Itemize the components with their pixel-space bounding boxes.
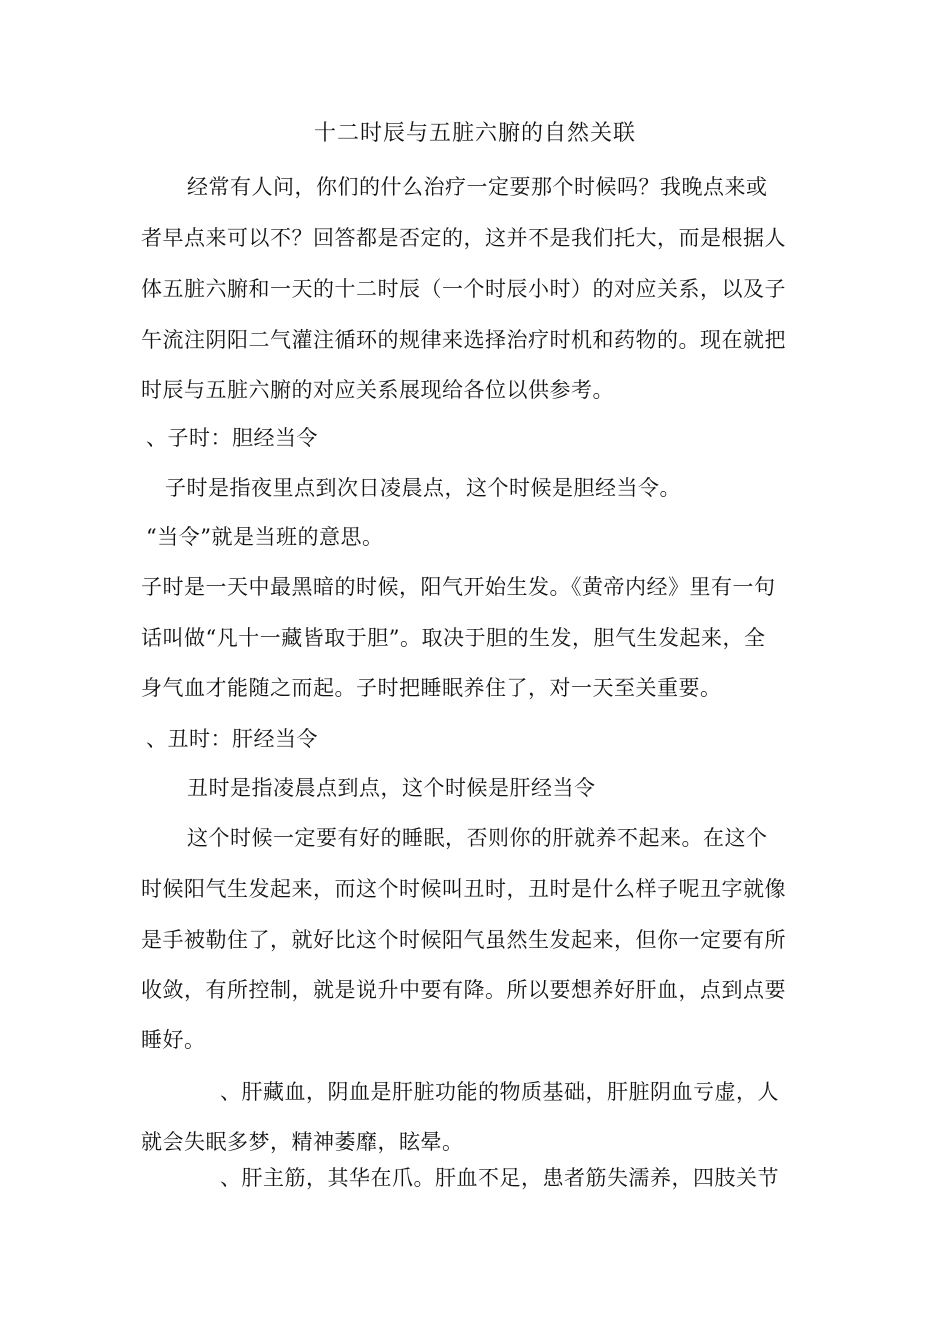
paragraph-line: 话叫做“凡十一藏皆取于胆”。取决于胆的生发，胆气生发起来，全 xyxy=(141,626,766,650)
paragraph-line: 睡好。 xyxy=(141,1028,206,1052)
section-heading: 、丑时：肝经当令 xyxy=(146,727,318,751)
section-heading: 、子时：胆经当令 xyxy=(146,426,318,450)
paragraph-line: “当令”就是当班的意思。 xyxy=(146,525,384,549)
paragraph-line: 丑时是指凌晨点到点，这个时候是肝经当令 xyxy=(187,776,596,800)
paragraph-line: 子时是一天中最黑暗的时候，阳气开始生发。《黄帝内经》里有一句 xyxy=(141,575,776,599)
paragraph-line: 是手被勒住了，就好比这个时候阳气虽然生发起来，但你一定要有所 xyxy=(141,928,786,952)
point-line: 就会失眠多梦，精神萎靡，眩晕。 xyxy=(141,1130,464,1154)
paragraph-line: 收敛，有所控制，就是说升中要有降。所以要想养好肝血，点到点要 xyxy=(141,978,786,1002)
intro-line: 经常有人问，你们的什么治疗一定要那个时候吗？我晚点来或 xyxy=(187,175,768,199)
intro-line: 午流注阴阳二气灌注循环的规律来选择治疗时机和药物的。现在就把 xyxy=(141,328,786,352)
intro-line: 体五脏六腑和一天的十二时辰（一个时辰小时）的对应关系，以及子 xyxy=(141,277,786,301)
point-line: 、肝主筋，其华在爪。肝血不足，患者筋失濡养，四肢关节 xyxy=(220,1166,779,1190)
paragraph-line: 时候阳气生发起来，而这个时候叫丑时，丑时是什么样子呢丑字就像 xyxy=(141,877,786,901)
document-title: 十二时辰与五脏六腑的自然关联 xyxy=(313,121,636,146)
intro-line: 者早点来可以不？回答都是否定的，这并不是我们托大，而是根据人 xyxy=(141,226,786,250)
paragraph-line: 这个时候一定要有好的睡眠，否则你的肝就养不起来。在这个 xyxy=(187,826,768,850)
paragraph-line: 身气血才能随之而起。子时把睡眠养住了，对一天至关重要。 xyxy=(141,676,722,700)
point-line: 、肝藏血，阴血是肝脏功能的物质基础，肝脏阴血亏虚，人 xyxy=(220,1080,779,1104)
paragraph-line: 子时是指夜里点到次日凌晨点，这个时候是胆经当令。 xyxy=(165,476,681,500)
intro-line: 时辰与五脏六腑的对应关系展现给各位以供参考。 xyxy=(141,378,614,402)
